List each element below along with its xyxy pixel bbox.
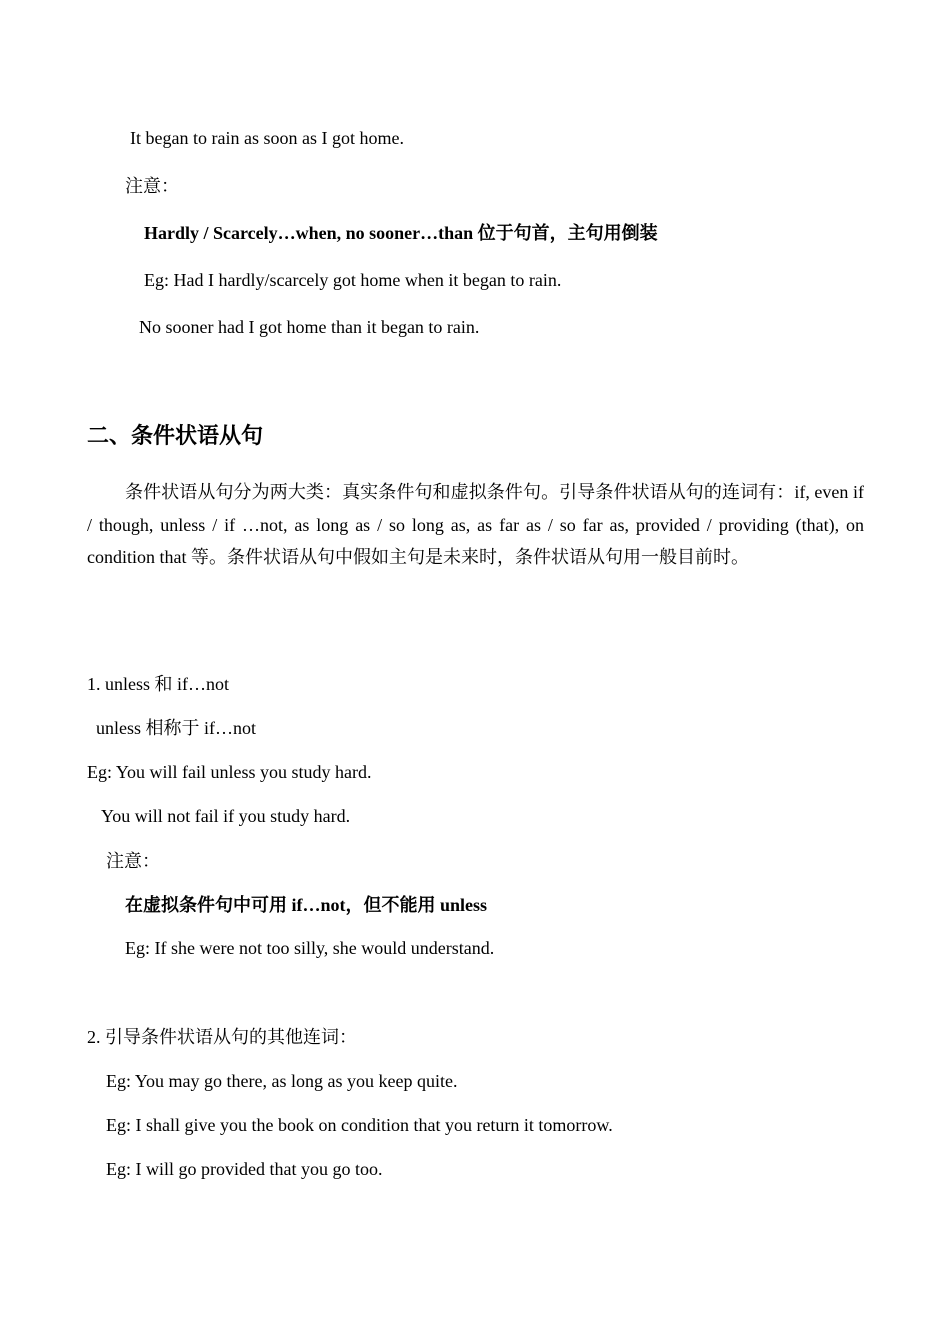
example-sentence: It began to rain as soon as I got home.: [130, 128, 404, 148]
example-sentence: No sooner had I got home than it began to rain.: [139, 317, 480, 337]
example-sentence: Eg: You will fail unless you study hard.: [87, 762, 372, 782]
section-heading: 二、条件状语从句: [87, 423, 264, 448]
example-sentence: Eg: Had I hardly/scarcely got home when it began to rain.: [144, 270, 562, 290]
definition-line: unless 相称于 if…not: [96, 718, 256, 738]
example-sentence: Eg: I will go provided that you go too.: [106, 1159, 383, 1179]
subsection-title: 2. 引导条件状语从句的其他连词：: [87, 1027, 357, 1047]
example-sentence: Eg: You may go there, as long as you keep quite.: [106, 1071, 458, 1091]
inversion-rule: Hardly / Scarcely…when, no sooner…than 位于句首，主句用倒装: [144, 223, 658, 243]
example-sentence: Eg: If she were not too silly, she would understand.: [125, 938, 495, 958]
subjunctive-rule: 在虚拟条件句中可用 if…not，但不能用 unless: [125, 895, 488, 915]
note-label: 注意：: [125, 176, 179, 196]
example-sentence: You will not fail if you study hard.: [101, 806, 351, 826]
subsection-title: 1. unless 和 if…not: [87, 674, 229, 694]
example-sentence: Eg: I shall give you the book on condition that you return it tomorrow.: [106, 1115, 613, 1135]
note-label: 注意：: [106, 851, 160, 871]
section-intro-paragraph: 条件状语从句分为两大类：真实条件句和虚拟条件句。引导条件状语从句的连词有：if, even if / though, unless / if …not, as long as / so long as, as far as / so far as, provided / providing (that), on condition that 等。条件状语从句中假如主句是未来时，条件状语从句用一般目前时。: [87, 482, 864, 567]
